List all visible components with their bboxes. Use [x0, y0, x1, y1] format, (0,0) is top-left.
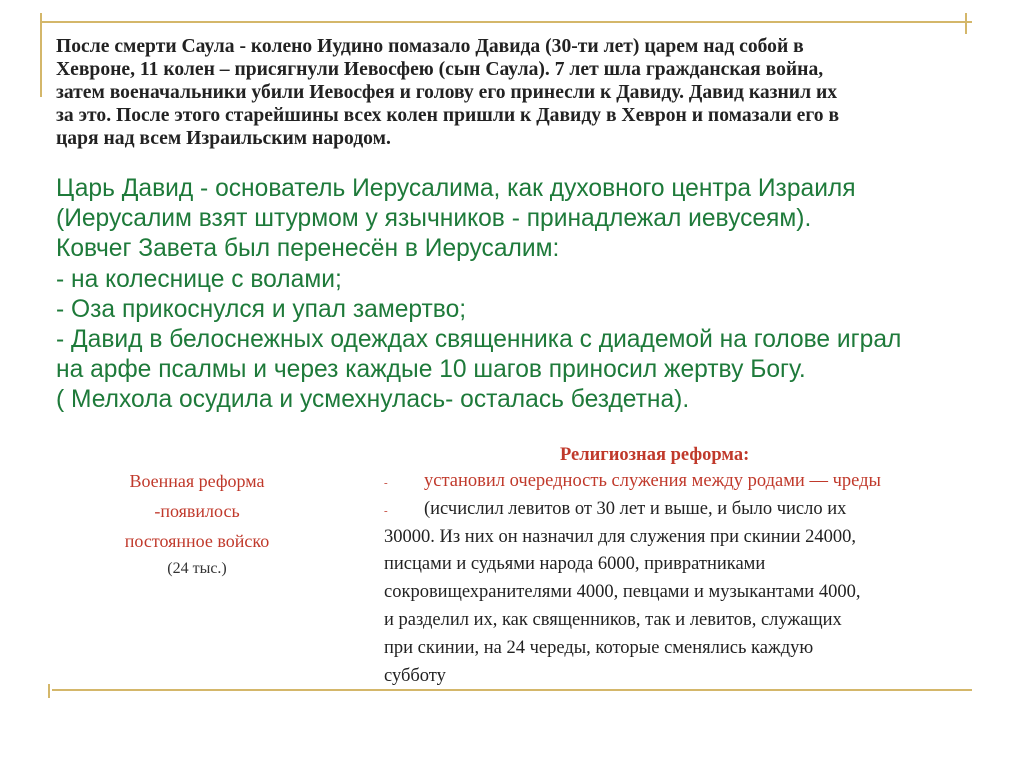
green-line: - Давид в белоснежных одеждах священника с диадемой на голове играл [56, 326, 902, 354]
intro-line: царя над всем Израильским народом. [56, 128, 391, 149]
religious-line: писцами и судьями народа 6000, привратниками [384, 554, 766, 575]
intro-line: за это. После этого старейшины всех колен пришли к Давиду в Хеврон и помазали его в [56, 105, 840, 126]
religious-reform-title: Религиозная реформа: [560, 445, 750, 465]
intro-line: затем военачальники убили Иевосфея и голову его принесли к Давиду. Давид казнил их [56, 82, 838, 103]
green-line: Ковчег Завета был перенесён в Иерусалим: [56, 235, 560, 263]
religious-line: сокровищехранителями 4000, певцами и музыкантами 4000, [384, 582, 861, 603]
bullet-dash: - [384, 504, 388, 517]
green-line: на арфе псалмы и через каждые 10 шагов приносил жертву Богу. [56, 356, 806, 384]
military-reform-count: (24 тыс.) [167, 560, 227, 577]
religious-reform-block [384, 468, 996, 690]
green-line: - Оза прикоснулся и упал замертво; [56, 295, 467, 323]
green-line: - на колеснице с волами; [56, 265, 342, 293]
religious-item-continuation [384, 524, 996, 691]
religious-line: субботу [384, 665, 446, 686]
left-rule [40, 13, 42, 97]
intro-paragraph [56, 35, 976, 150]
intro-line: Хевроне, 11 колен – присягнули Иевосфею (сын Саула). 7 лет шла гражданская война, [56, 59, 824, 80]
religious-line: и разделил их, как священников, так и левитов, служащих [384, 609, 842, 630]
religious-reform-item [384, 496, 996, 524]
religious-item-text: установил очередность служения между родами — чреды [424, 471, 881, 491]
religious-line: 30000. Из них он назначил для служения при скинии 24000, [384, 526, 856, 547]
green-line: Царь Давид - основатель Иерусалима, как духовного центра Израиля [56, 175, 856, 202]
military-reform-title: Военная реформа [129, 471, 265, 491]
military-reform-block [92, 466, 302, 582]
military-reform-line: постоянное войско [124, 531, 270, 551]
green-line: ( Мелхола осудила и усмехнулась- осталась бездетна). [56, 386, 690, 414]
religious-reform-item [384, 468, 996, 496]
bottom-left-rule [48, 684, 50, 698]
bullet-dash: - [384, 477, 388, 489]
david-jerusalem-text [56, 174, 976, 416]
green-line: (Иерусалим взят штурмом у язычников - принадлежал иевусеям). [56, 205, 812, 233]
religious-item-text: (исчислил левитов от 30 лет и выше, и было число их [424, 498, 847, 519]
top-rule [40, 21, 972, 23]
religious-line: при скинии, на 24 череды, которые сменялись каждую [384, 637, 814, 658]
intro-line: После смерти Саула - колено Иудино помазало Давида (30-ти лет) царем над собой в [56, 36, 804, 57]
military-reform-line: -появилось [154, 501, 240, 521]
right-rule [965, 13, 967, 34]
